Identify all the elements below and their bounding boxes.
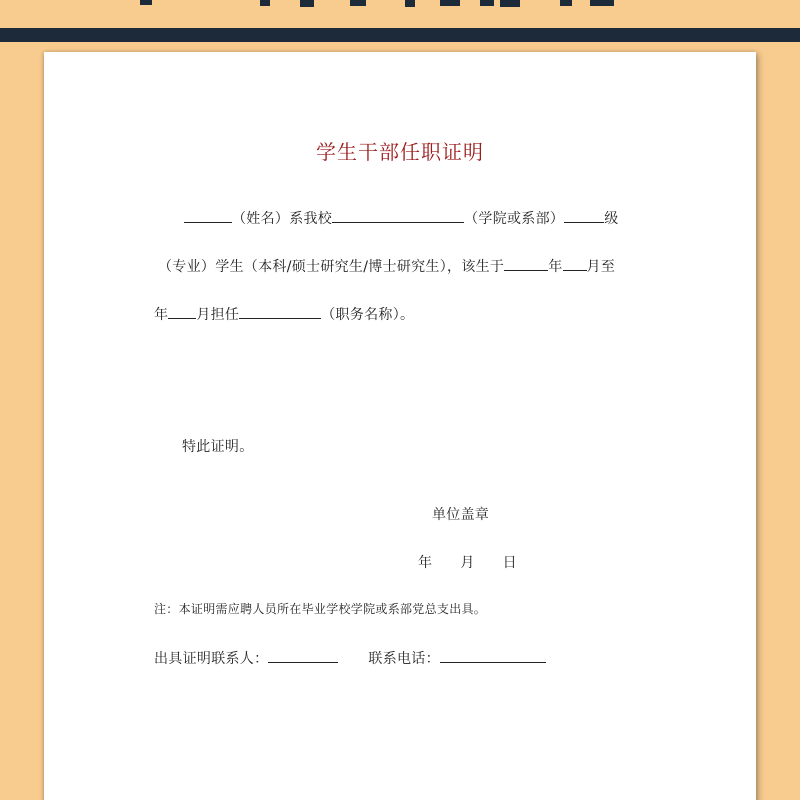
serve-label: 月担任: [196, 307, 240, 323]
date-month: 月: [460, 555, 475, 571]
contact-person-blank[interactable]: [268, 648, 338, 663]
grade-blank[interactable]: [564, 208, 604, 223]
paragraph-line-1: [184, 208, 619, 228]
start-year-blank[interactable]: [504, 256, 548, 271]
contact-line: [154, 648, 546, 668]
date-year: 年: [418, 555, 433, 571]
top-banner: [0, 0, 800, 28]
position-blank[interactable]: [239, 304, 321, 319]
name-note: （姓名）系我校: [232, 211, 333, 227]
contact-phone-label: 联系电话：: [368, 651, 440, 667]
college-note: （学院或系部）: [464, 211, 565, 227]
date-day: 日: [502, 555, 517, 571]
document-paper: [44, 52, 756, 800]
paragraph-line-3: [154, 304, 414, 324]
name-blank[interactable]: [184, 208, 232, 223]
start-year-label: 年: [548, 259, 563, 275]
header-dark-band: [0, 28, 800, 42]
end-month-blank[interactable]: [168, 304, 196, 319]
seal-label: 单位盖章: [432, 507, 490, 523]
paragraph-line-2: [158, 256, 615, 276]
grade-suffix: 级: [604, 211, 619, 227]
major-note: （专业）学生（本科/硕士研究生/博士研究生），该生于: [158, 259, 505, 275]
start-month-label: 月至: [586, 259, 616, 275]
position-note: （职务名称）。: [321, 307, 415, 323]
end-year-label: 年: [154, 307, 169, 323]
school-blank[interactable]: [332, 208, 464, 223]
certify-text: 特此证明。: [182, 439, 254, 455]
banner-decoration: [0, 0, 800, 12]
date-line: [418, 552, 517, 572]
footnote: 注：本证明需应聘人员所在毕业学校学院或系部党总支出具。: [154, 602, 487, 616]
document-title: 学生干部任职证明: [316, 140, 484, 164]
start-month-blank[interactable]: [563, 256, 587, 271]
contact-person-label: 出具证明联系人：: [154, 651, 269, 667]
contact-phone-blank[interactable]: [440, 648, 546, 663]
